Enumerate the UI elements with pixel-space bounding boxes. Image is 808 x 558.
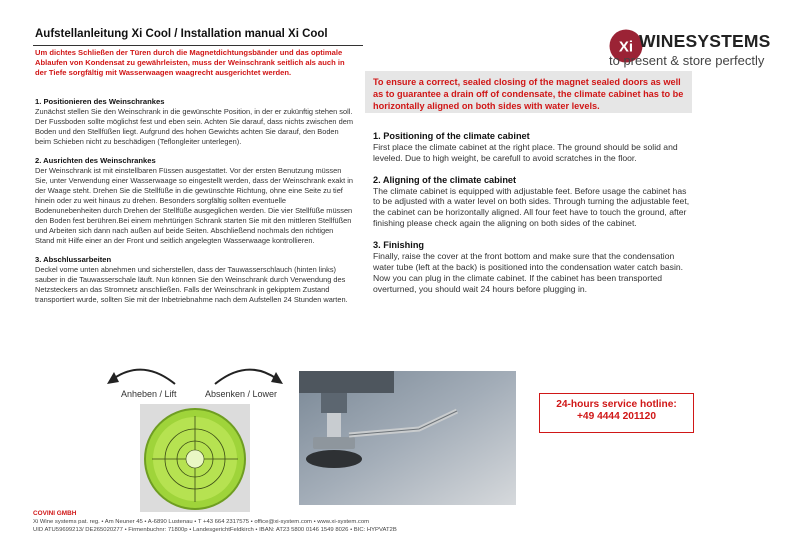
logo-wordmark: WINESYSTEMS xyxy=(639,31,771,51)
lift-arrow-icon xyxy=(103,362,185,388)
hotline-label: 24-hours service hotline: xyxy=(556,399,677,410)
lower-label: Absenken / Lower xyxy=(205,389,278,399)
footer-company: COVINI GMBH xyxy=(33,510,77,517)
german-section-3-body: Deckel vorne unten abnehmen und sicherstellen, dass der Tauwasserschlauch (hinten links) sauber in die Tauwasserschale läuft. Nun können Sie den Weinschrank durch Verwendung des Netzsteckers an das Stromnetz anschließen. Falls der Weinschrank in gekipptem Zustand transportiert wurde, sollten Sie mit der Inbetriebnahme nach dem Aufstellen 24 Stunden warten. xyxy=(35,265,348,305)
english-section-2-heading: 2. Aligning of the climate cabinet xyxy=(373,174,517,185)
english-section-1-body: First place the climate cabinet at the right place. The ground should be solid and leveled. Due to high weight, be carefull to avoid scratches in the floor. xyxy=(373,141,678,163)
logo-mark-text: Xi xyxy=(618,38,634,56)
english-section-3-body: Finally, raise the cover at the front bottom and make sure that the condensation water tube (left at the back) is positioned into the condensation water catch basin. Now you can plug in the climate cabinet. If the cabinet has been transported overturned, you should wait 24 hours before plugging in. xyxy=(373,250,684,294)
adjustable-foot-photo xyxy=(299,371,516,505)
hotline-number: +49 4444 201120 xyxy=(576,411,657,422)
lower-arrow-icon xyxy=(205,362,287,388)
german-section-2-body: Der Weinschrank ist mit einstellbaren Füssen ausgestattet. Vor der ersten Benutzung müssen Sie, unter Verwendung einer Wasserwaage so eingestellt werden, dass der Weinschrank exakt in der Waage steht. Drehen Sie die Stellfüße in die gewünschte Richtung, ohne eine Seite zu tief hinein oder zu weit hinaus zu drehen. Besonders sorgfältig sollten eventuelle Bodenunebenheiten durch Drehen der Stellfüße ausgeglichen werden. Die vier Stellfüße müssen den Boden fest berühren.Bei einem mehrtürigen Schrank starten Sie mit den mittleren Stellfüßen und Arbeiten sich dann nach außen auf beide Seiten. Abschließend nochmals den richtigen Stand mit Hilfe einer an der Front und seitlich angelegten Wasserwaage kontrollieren. xyxy=(35,166,353,245)
german-instructions xyxy=(35,97,353,315)
english-section-3-heading: 3. Finishing xyxy=(373,240,425,251)
german-section-3-heading: 3. Abschlussarbeiten xyxy=(35,255,112,265)
german-section-1-heading: 1. Positionieren des Weinschrankes xyxy=(35,97,165,106)
footer-registration: UID ATU59699213/ DE265020277 • Firmenbuchnr: 71800p • LandesgerichtFeldkirch • IBAN: AT23 5800 0146 1549 8026 • BIC: HYPVAT2B xyxy=(33,527,397,533)
german-warning: Um dichtes Schließen der Türen durch die Magnetdichtungsbänder und das optimale Ablaufen von Kondensat zu gewährleisten, muss der Weinschrank seitlich als auch in der Tiefe sorgfältig mit Wasserwaagen waagrecht ausgerichtet werden. xyxy=(35,48,345,77)
german-section-2-heading: 2. Ausrichten des Weinschrankes xyxy=(35,156,156,166)
footer-address: Xi Wine systems pat. reg. • Am Neuner 45 • A-6890 Lustenau • T +43 664 2317575 • office@xi-system.com • www.xi-system.com xyxy=(33,519,370,525)
lift-label: Anheben / Lift xyxy=(121,389,177,399)
english-warning: To ensure a correct, sealed closing of the magnet sealed doors as well as to guarantee a drain off of condensate, the climate cabinet has to be horizontally aligned on both sides with water levels. xyxy=(373,77,684,112)
title-divider xyxy=(33,45,363,46)
english-section-1-heading: 1. Positioning of the climate cabinet xyxy=(373,131,530,141)
page-title: Aufstellanleitung Xi Cool / Installation manual Xi Cool xyxy=(35,28,328,40)
english-section-2-body: The climate cabinet is equipped with adjustable feet. Before usage the cabinet has to be adjusted with a water level on both sides. Through turning the adjustable feet, the cabinet can be horizontally aligned. All four feet have to touch the ground, after finishing please check again the aligning on both sides of the cabinet. xyxy=(373,185,690,229)
service-hotline xyxy=(539,399,694,423)
logo-tagline: to present & store perfectly xyxy=(609,53,765,68)
english-instructions xyxy=(373,131,691,305)
german-section-1-body: Zunächst stellen Sie den Weinschrank in die gewünschte Position, in der er zukünftig stehen soll. Der Fussboden sollte möglichst fest und eben sein. Achten Sie darauf, dass nichts zwischen dem Boden und den Stellfüßen liegt. Aufgrund des hohen Gewichts achten Sie darauf, den Boden beim Schieben nicht zu beschädigen (Teflongleiter unterlegen). xyxy=(35,106,353,146)
bubble-level-image xyxy=(140,404,250,512)
